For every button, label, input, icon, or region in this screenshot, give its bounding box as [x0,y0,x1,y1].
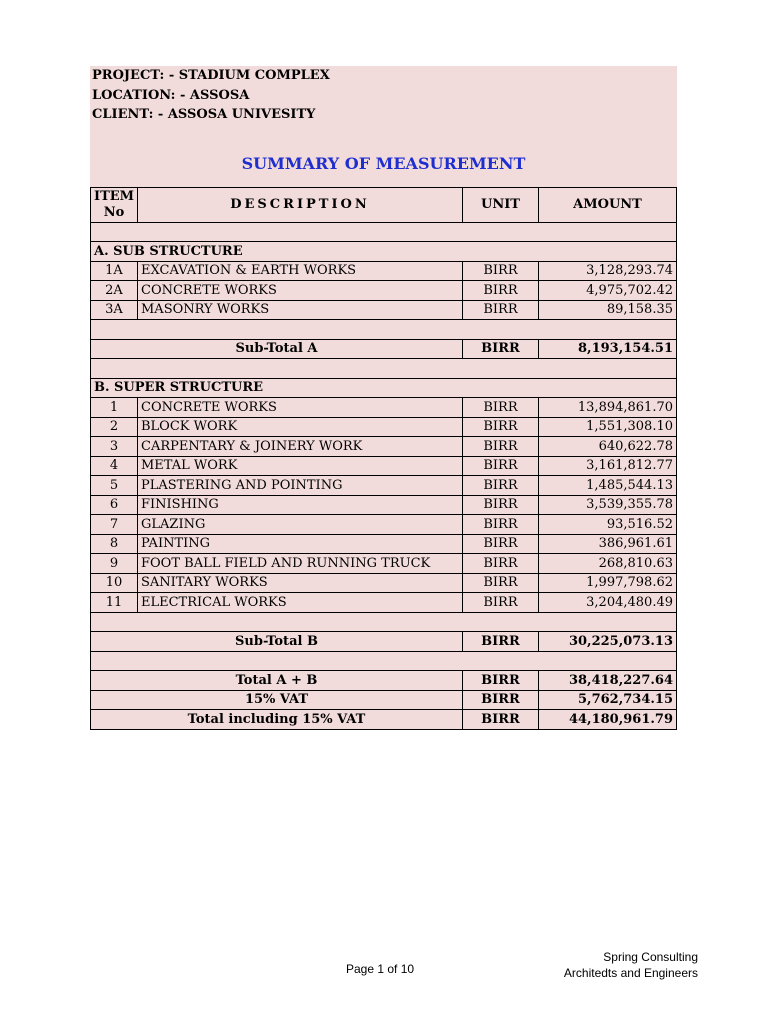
spacer-row [91,612,677,632]
item-no-cell: 1A [91,261,138,281]
measurement-sheet [90,66,677,730]
amount-cell: 386,961.61 [539,534,677,554]
unit-cell: BIRR [463,476,539,496]
col-amount: AMOUNT [539,187,677,222]
project-header [90,66,677,125]
amount-cell: 1,485,544.13 [539,476,677,496]
item-no-cell: 2 [91,417,138,437]
description-cell: MASONRY WORKS [138,300,463,320]
unit-cell: BIRR [463,534,539,554]
table-row [91,261,677,281]
amount-cell: 4,975,702.42 [539,281,677,301]
item-no-cell: 7 [91,515,138,535]
amount-cell: 3,204,480.49 [539,593,677,613]
unit-cell: BIRR [463,300,539,320]
description-cell: PAINTING [138,534,463,554]
amount-cell: 30,225,073.13 [539,632,677,652]
table-row [91,300,677,320]
amount-cell: 5,762,734.15 [539,690,677,710]
amount-cell: 640,622.78 [539,437,677,457]
item-no-cell: 1 [91,398,138,418]
unit-cell: BIRR [463,710,539,730]
total-label-cell: Total including 15% VAT [91,710,463,730]
table-row [91,593,677,613]
spacer-row [91,359,677,379]
table-row [91,495,677,515]
section-heading-a: A. SUB STRUCTURE [91,242,677,262]
table-header-row [91,187,677,222]
firm-name [564,949,698,981]
amount-cell: 8,193,154.51 [539,339,677,359]
amount-cell: 1,551,308.10 [539,417,677,437]
table-row [91,281,677,301]
description-cell: ELECTRICAL WORKS [138,593,463,613]
description-cell: METAL WORK [138,456,463,476]
item-no-cell: 4 [91,456,138,476]
table-row [91,554,677,574]
unit-cell: BIRR [463,398,539,418]
table-row [91,398,677,418]
amount-cell: 89,158.35 [539,300,677,320]
unit-cell: BIRR [463,632,539,652]
total-label-cell: Sub-Total A [91,339,463,359]
amount-cell: 13,894,861.70 [539,398,677,418]
spacer-row [91,651,677,671]
section-heading-cell: B. SUPER STRUCTURE [91,378,677,398]
col-item-no: ITEM No [91,187,138,222]
subtotal-b-row [91,632,677,652]
unit-cell: BIRR [463,417,539,437]
section-heading-b [91,378,677,398]
location-line: LOCATION: - ASSOSA [92,87,250,103]
item-no-cell: 11 [91,593,138,613]
table-row [91,476,677,496]
item-no-cell: 5 [91,476,138,496]
unit-cell: BIRR [463,690,539,710]
page-number: Page 1 of 10 [346,962,415,976]
description-cell: FOOT BALL FIELD AND RUNNING TRUCK [138,554,463,574]
item-no-cell: 3 [91,437,138,457]
amount-cell: 3,539,355.78 [539,495,677,515]
unit-cell: BIRR [463,554,539,574]
description-cell: FINISHING [138,495,463,515]
table-row [91,534,677,554]
amount-cell: 44,180,961.79 [539,710,677,730]
amount-cell: 38,418,227.64 [539,671,677,691]
description-cell: CONCRETE WORKS [138,281,463,301]
amount-cell: 1,997,798.62 [539,573,677,593]
unit-cell: BIRR [463,573,539,593]
description-cell: BLOCK WORK [138,417,463,437]
project-line: PROJECT: - STADIUM COMPLEX [92,68,330,83]
unit-cell: BIRR [463,515,539,535]
amount-cell: 268,810.63 [539,554,677,574]
total-label-cell: Sub-Total B [91,632,463,652]
table-row [91,573,677,593]
unit-cell: BIRR [463,456,539,476]
item-no-cell: 2A [91,281,138,301]
col-description: DESCRIPTION [138,187,463,222]
table-row [91,417,677,437]
document-title: SUMMARY OF MEASUREMENT [241,153,526,173]
amount-cell: 3,161,812.77 [539,456,677,476]
description-cell: PLASTERING AND POINTING [138,476,463,496]
spacer-row [91,222,677,242]
firm-line-1: Spring Consulting [603,950,698,964]
description-cell: SANITARY WORKS [138,573,463,593]
client-line: CLIENT: - ASSOSA UNIVESITY [92,107,316,122]
grand-total-row [91,690,677,710]
description-cell: GLAZING [138,515,463,535]
item-no-cell: 3A [91,300,138,320]
spacer-row [91,320,677,340]
item-no-cell: 6 [91,495,138,515]
unit-cell: BIRR [463,437,539,457]
unit-cell: BIRR [463,281,539,301]
total-label-cell: 15% VAT [91,690,463,710]
total-label-cell: Total A + B [91,671,463,691]
unit-cell: BIRR [463,495,539,515]
unit-cell: BIRR [463,261,539,281]
grand-total-row [91,671,677,691]
grand-total-row [91,710,677,730]
table-row [91,437,677,457]
amount-cell: 93,516.52 [539,515,677,535]
unit-cell: BIRR [463,671,539,691]
table-row [91,456,677,476]
subtotal-a-row [91,339,677,359]
description-cell: CARPENTARY & JOINERY WORK [138,437,463,457]
unit-cell: BIRR [463,593,539,613]
summary-table [90,187,677,730]
description-cell: CONCRETE WORKS [138,398,463,418]
unit-cell: BIRR [463,339,539,359]
description-cell: EXCAVATION & EARTH WORKS [138,261,463,281]
firm-line-2: Architedts and Engineers [563,966,698,980]
item-no-cell: 10 [91,573,138,593]
col-unit: UNIT [463,187,539,222]
amount-cell: 3,128,293.74 [539,261,677,281]
item-no-cell: 8 [91,534,138,554]
item-no-cell: 9 [91,554,138,574]
table-row [91,515,677,535]
